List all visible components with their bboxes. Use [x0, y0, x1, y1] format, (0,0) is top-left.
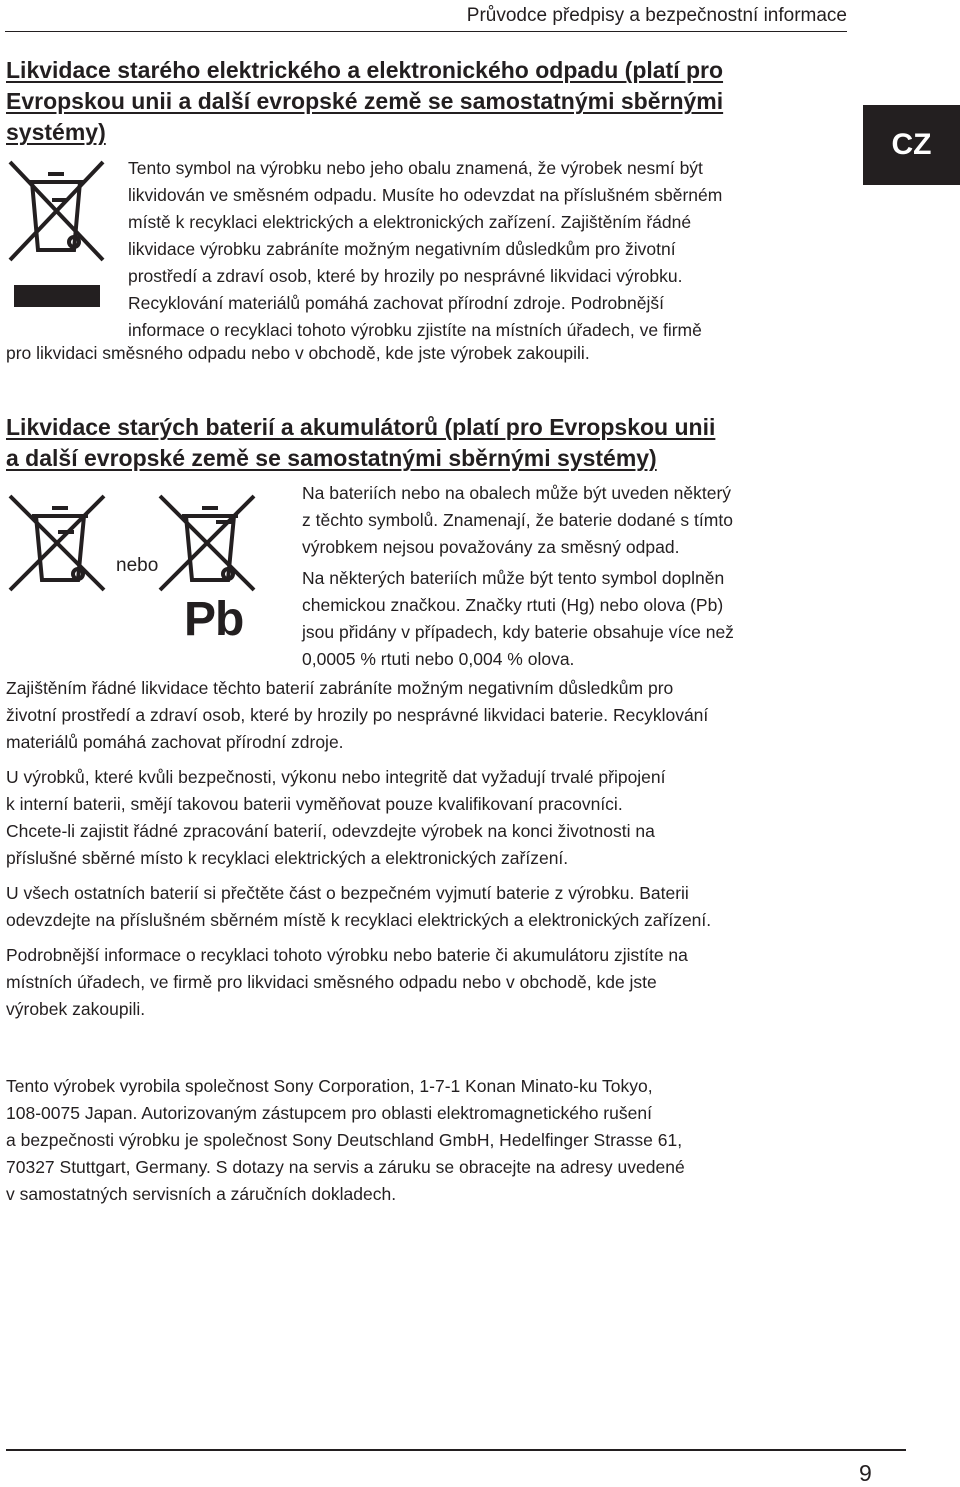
body-line: Na bateriích nebo na obalech může být uveden některý	[302, 483, 732, 503]
body-line: Tento symbol na výrobku nebo jeho obalu znamená, že výrobek nesmí být	[128, 158, 703, 178]
body-line: z těchto symbolů. Znamenají, že baterie dodané s tímto	[302, 510, 733, 530]
footer-rule	[6, 1449, 906, 1451]
section2-heading-line: a další evropské země se samostatnými sběrnými systémy)	[6, 445, 657, 471]
body-line: informace o recyklaci tohoto výrobku zjistíte na místních úřadech, ve firmě	[128, 320, 702, 340]
paragraph	[6, 675, 856, 756]
body-line: Na některých bateriích může být tento symbol doplněn	[302, 568, 725, 588]
body-line: Recyklování materiálů pomáhá zachovat přírodní zdroje. Podrobnější	[128, 293, 664, 313]
body-line: životní prostředí a zdraví osob, které by hrozily po nesprávné likvidaci baterie. Recyklování	[6, 705, 709, 725]
paragraph	[6, 942, 856, 1023]
section1-heading-line: systémy)	[6, 119, 106, 145]
section1-heading-line: Likvidace starého elektrického a elektronického odpadu (platí pro	[6, 57, 724, 83]
body-line: Chcete-li zajistit řádné zpracování baterií, odevzdejte výrobek na konci životnosti na	[6, 821, 655, 841]
body-line: výrobkem nejsou považovány za směsný odpad.	[302, 537, 680, 557]
body-line: chemickou značkou. Značky rtuti (Hg) nebo olova (Pb)	[302, 595, 724, 615]
body-line: místních úřadech, ve firmě pro likvidaci směsného odpadu nebo v obchodě, kde jste	[6, 972, 657, 992]
language-tab-label: CZ	[891, 128, 932, 161]
weee-bar	[14, 285, 100, 307]
section2-heading	[6, 412, 715, 474]
body-line: pro likvidaci směsného odpadu nebo v obchodě, kde jste výrobek zakoupili.	[6, 343, 590, 363]
paragraph	[6, 880, 856, 934]
body-line: 108-0075 Japan. Autorizovaným zástupcem pro oblasti elektromagnetického rušení	[6, 1103, 652, 1123]
section2-heading-line: Likvidace starých baterií a akumulátorů (platí pro Evropskou unii	[6, 414, 716, 440]
body-line: Podrobnější informace o recyklaci tohoto výrobku nebo baterie či akumulátoru zjistíte na	[6, 945, 688, 965]
section1-heading-line: Evropskou unii a další evropské země se samostatnými sběrnými	[6, 88, 724, 114]
page-number: 9	[859, 1460, 872, 1486]
body-line: Zajištěním řádné likvidace těchto baterií zabráníte možným negativním důsledkům pro	[6, 678, 674, 698]
body-line: k interní baterii, smějí takovou baterii vyměňovat pouze kvalifikovaní pracovníci.	[6, 794, 623, 814]
body-line: 0,0005 % rtuti nebo 0,004 % olova.	[302, 649, 575, 669]
battery-symbol-explanation	[302, 480, 862, 673]
header-title: Průvodce předpisy a bezpečnostní informace	[466, 5, 847, 26]
body-line: likvidace výrobku zabráníte možným negativním důsledkům pro životní	[128, 239, 676, 259]
chemical-symbol: Pb	[184, 593, 244, 646]
section1-body-last	[6, 340, 846, 367]
body-line: U výrobků, které kvůli bezpečnosti, výkonu nebo integritě dat vyžadují trvalé připojení	[6, 767, 666, 787]
body-line: Tento výrobek vyrobila společnost Sony Corporation, 1-7-1 Konan Minato-ku Tokyo,	[6, 1076, 653, 1096]
crossed-out-wheelie-bin-icon	[158, 492, 258, 592]
section1-heading	[6, 55, 723, 148]
paragraph	[6, 764, 856, 872]
section2-paragraphs	[6, 675, 856, 1216]
body-line: a bezpečnosti výrobku je společnost Sony Deutschland GmbH, Hedelfinger Strasse 61,	[6, 1130, 683, 1150]
section1-body	[128, 155, 848, 344]
body-line: místě k recyklaci elektrických a elektronických zařízení. Zajištěním řádné	[128, 212, 692, 232]
body-line: U všech ostatních baterií si přečtěte část o bezpečném vyjmutí baterie z výrobku. Baterii	[6, 883, 689, 903]
manufacturer-paragraph	[6, 1073, 856, 1208]
body-line: odevzdejte na příslušném sběrném místě k recyklaci elektrických a elektronických zařízení.	[6, 910, 712, 930]
body-line: prostředí a zdraví osob, které by hrozily po nesprávné likvidaci výrobku.	[128, 266, 683, 286]
crossed-out-wheelie-bin-icon	[8, 492, 108, 592]
language-tab	[863, 105, 960, 185]
body-line: v samostatných servisních a záručních dokladech.	[6, 1184, 397, 1204]
icon-separator: nebo	[116, 555, 159, 576]
body-line: jsou přidány v případech, kdy baterie obsahuje více než	[302, 622, 734, 642]
body-line: výrobek zakoupili.	[6, 999, 146, 1019]
body-line: 70327 Stuttgart, Germany. S dotazy na servis a záruku se obracejte na adresy uvedené	[6, 1157, 685, 1177]
body-line: likvidován ve směsném odpadu. Musíte ho odevzdat na příslušném sběrném	[128, 185, 723, 205]
crossed-out-wheelie-bin-icon	[8, 160, 108, 275]
body-line: materiálů pomáhá zachovat přírodní zdroje.	[6, 732, 344, 752]
body-line: příslušné sběrné místo k recyklaci elektrických a elektronických zařízení.	[6, 848, 569, 868]
page-header	[5, 3, 847, 32]
